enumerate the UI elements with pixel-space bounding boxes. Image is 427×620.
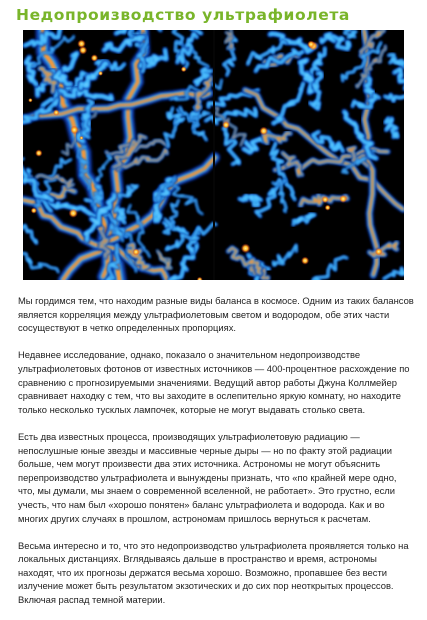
hot-node	[98, 71, 103, 76]
article-title: Недопроизводство ультрафиолета	[16, 6, 416, 24]
cosmic-web-svg	[23, 30, 404, 280]
hot-node	[181, 66, 187, 72]
hot-node	[79, 136, 83, 140]
hot-node	[28, 98, 32, 102]
hot-node	[375, 248, 382, 255]
hot-node	[70, 126, 79, 135]
hot-node	[79, 46, 87, 54]
hot-node	[53, 109, 59, 115]
article-body	[18, 294, 414, 620]
hot-node	[301, 257, 309, 265]
hot-node	[307, 40, 315, 48]
cosmic-web-simulation-image	[23, 30, 404, 280]
hot-node	[322, 196, 329, 203]
hot-node	[325, 205, 331, 211]
hot-node	[339, 195, 347, 203]
hot-node	[222, 121, 230, 129]
paragraph-4: Весьма интересно и то, что это недопроизводство ультрафиолета проявляется только на локальных дистанциях. Вглядываясь дальше в пространство и время, астрономы находят, что их прогнозы держатся весьма хорошо. Возможно, пропавшее без вести излучение может быть результатом экзотических и до сих пор неоткрытых процессов. Включая распад темной материи.	[18, 539, 414, 607]
paragraph-2: Недавнее исследование, однако, показало о значительном недопроизводстве ультрафиолетовых фотонов от известных источников — 400-процентное расхождение по сравнению с прогнозируемыми значениями. Ведущий автор работы Джуна Коллмейер сравнивает находку с тем, что вы заходите в ослепительно яркую комнату, но находите только несколько тусклых лампочек, которые не могут выдавать столько света.	[18, 348, 414, 416]
hot-node	[35, 149, 42, 156]
paragraph-1: Мы гордимся тем, что находим разные виды баланса в космосе. Одним из таких балансов является корреляция между ультрафиолетовым светом и водородом, обе этих части сосуществуют в четко определенных пропорциях.	[18, 294, 414, 335]
hot-node	[259, 127, 268, 136]
hot-node	[31, 207, 37, 213]
hot-node	[91, 54, 98, 61]
hot-node	[132, 248, 139, 255]
hot-node	[69, 208, 78, 217]
hot-node	[241, 244, 251, 254]
paragraph-3: Есть два известных процесса, производящих ультрафиолетовую радиацию — непослушные юные звезды и массивные черные дыры — но по факту этой радиации больше, чем могут произвести два этих источника. Астрономы не могут объяснить перепроизводство ультрафиолета и вынуждены признать, что «по крайней мере одно, что, мы думали, мы знаем о современной вселенной, не работает». Это грустно, если учесть, что нам был «хорошо понятен» баланс ультрафиолета и водорода. Как и во многих других случаях в прошлом, астрономам пришлось вернуться к расчетам.	[18, 430, 414, 525]
